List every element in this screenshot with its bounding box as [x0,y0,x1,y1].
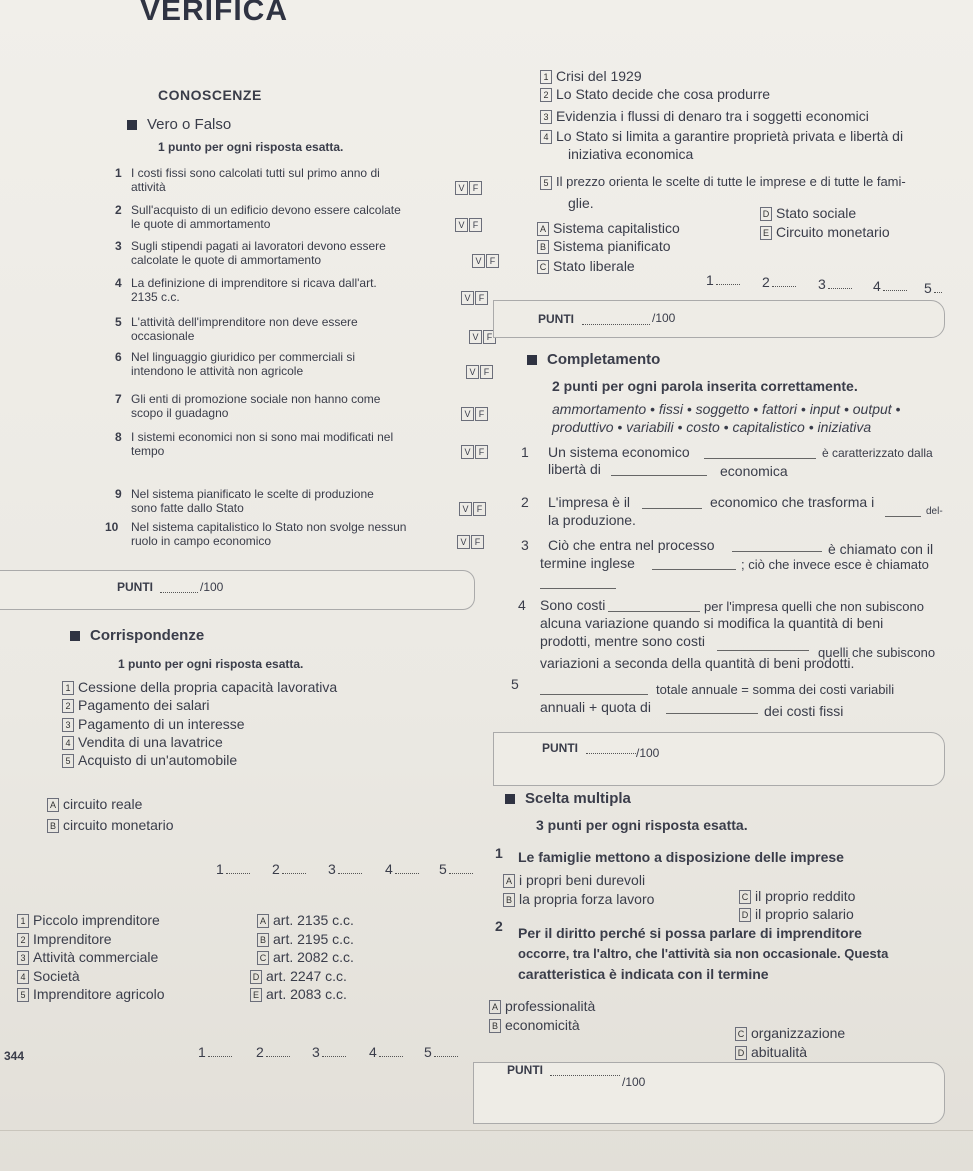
vf-heading [127,116,231,133]
corr-instruction: 1 punto per ogni risposta esatta. [118,657,304,671]
sentence-2b: economico che trasforma i [710,494,875,510]
word-bank-line1: ammortamento • fissi • soggetto • fattori • input • output • [552,401,901,417]
sentence-4f: variazioni a seconda della quantità di beni prodotti. [540,655,855,671]
corr-set2-option [257,931,354,947]
option-key-box[interactable]: C [735,1027,747,1041]
true-checkbox[interactable]: V [457,535,470,549]
answer-num: 1 [706,272,714,288]
vf-score-field[interactable] [160,592,198,593]
vf-item-line1: I costi fissi sono calcolati tutti sul primo anno di [131,166,380,180]
q2-line3: caratteristica è indicata con il termine [518,966,769,982]
sentence-1c: libertà di [548,461,601,477]
answer-slot[interactable] [256,1044,290,1060]
corr-set1-item [62,697,210,713]
answer-dots[interactable] [395,873,419,874]
vf-item-num: 2 [115,203,122,217]
answer-slot[interactable] [424,1044,458,1060]
answer-num: 4 [873,278,881,294]
option-key-box: A [257,914,269,928]
set3-item [540,108,869,124]
set3-item4-cont: iniziativa economica [568,146,694,162]
corr-set2-option [250,968,347,984]
option-text: i propri beni durevoli [519,872,646,888]
item-key-box: 3 [17,951,29,965]
true-checkbox[interactable]: V [461,407,474,421]
answer-dots[interactable] [772,286,796,287]
item-key-box: 2 [62,699,74,713]
set3-score-label: PUNTI [538,312,574,326]
page-number: 344 [4,1049,25,1063]
answer-dots[interactable] [883,290,907,291]
scelta-score-total: /100 [622,1075,646,1089]
corr-set2-option [250,986,347,1002]
option-text: circuito monetario [63,817,174,833]
set3-option [760,224,890,240]
bullet-square-icon [527,355,537,365]
sentence-2c: del- [926,506,943,517]
answer-dots[interactable] [828,288,852,289]
answer-slot[interactable] [385,861,419,877]
answer-dots[interactable] [226,873,250,874]
false-checkbox[interactable]: F [480,365,493,379]
answer-dots[interactable] [434,1056,458,1057]
option-text: il proprio reddito [755,888,856,904]
option-text: abitualità [751,1044,808,1060]
answer-slot[interactable] [762,274,796,290]
answer-num: 5 [924,280,932,296]
sentence-4b: per l'impresa quelli che non subiscono [704,599,924,614]
item-text: Pagamento dei salari [78,697,210,713]
sentence-4c: alcuna variazione quando si modifica la quantità di beni [540,615,884,631]
answer-slot[interactable] [328,861,362,877]
vf-answer-boxes [460,404,488,422]
option-key-box[interactable]: D [739,908,751,922]
vf-item-line2: ruolo in campo economico [131,534,272,548]
corr-set2-item [17,968,80,984]
true-checkbox[interactable]: V [455,218,468,232]
vf-score-label: PUNTI [117,580,153,594]
set3-item5-cont: glie. [568,195,594,211]
item-key-box: 2 [540,88,552,102]
option-text: Sistema pianificato [553,238,671,254]
option-text: circuito reale [63,796,143,812]
option-key-box: E [760,226,772,240]
vf-score-total: /100 [200,580,224,594]
corr-set1-item [62,679,337,695]
set3-score-field[interactable] [582,324,650,325]
corr-set1-item [62,734,223,750]
item-key-box: 1 [62,681,74,695]
corr-set1-item [62,752,237,768]
option-key-box[interactable]: B [489,1019,501,1033]
sentence-3c: termine inglese [540,555,635,571]
vf-score-panel [0,570,475,610]
item-text: Acquisto di un'automobile [78,752,238,768]
false-checkbox[interactable]: F [486,254,499,268]
vf-item-line2: tempo [131,444,165,458]
item-key-box: 5 [62,754,74,768]
corr-set1-option [47,796,142,812]
true-checkbox[interactable]: V [469,330,482,344]
answer-slot[interactable] [369,1044,403,1060]
vf-item-num: 10 [105,520,119,534]
corr-set2-item [17,949,158,965]
option-text: organizzazione [751,1025,846,1041]
corr-heading [70,627,204,644]
blank-3c[interactable] [540,588,616,589]
item-text: Vendita di una lavatrice [78,734,223,750]
sentence-4e: quelli che subiscono [818,645,936,660]
corr-title: Corrispondenze [90,627,205,644]
bullet-square-icon [127,120,137,130]
answer-num: 2 [256,1044,264,1060]
sentence-1b: è caratterizzato dalla [822,446,933,460]
blank-3a[interactable] [732,551,822,552]
answer-num: 2 [272,861,280,877]
vf-item-num: 4 [115,276,122,290]
completamento-score-label: PUNTI [542,741,578,755]
q1-option[interactable] [503,891,654,907]
option-text: il proprio salario [755,906,854,922]
false-checkbox[interactable]: F [473,502,486,516]
option-text: art. 2083 c.c. [266,986,347,1002]
answer-dots[interactable] [266,1056,290,1057]
answer-dots[interactable] [716,284,740,285]
section-label-conoscenze: CONOSCENZE [158,87,262,103]
option-key-box: D [250,970,262,984]
false-checkbox[interactable]: F [483,330,496,344]
q2-line2: occorre, tra l'altro, che l'attività sia non occasionale. Questa [518,946,889,961]
answer-slot[interactable] [272,861,306,877]
sentence-1a: Un sistema economico [548,444,690,460]
blank-1b[interactable] [611,475,707,476]
sentence-4a: Sono costi [540,597,606,613]
item-key-box: 3 [62,718,74,732]
option-key-box: A [537,222,549,236]
vf-item-line2: calcolate le quote di ammortamento [131,253,322,267]
sentence-5b: annuali + quota di [540,699,651,715]
set3-option [537,258,635,274]
item-key-box: 5 [17,988,29,1002]
item-key-box: 1 [17,914,29,928]
option-key-box[interactable]: D [735,1046,747,1060]
q1-option[interactable] [739,888,855,904]
scelta-score-label: PUNTI [507,1063,543,1077]
true-checkbox[interactable]: V [455,181,468,195]
vf-item-num: 5 [115,315,122,329]
option-text: art. 2247 c.c. [266,968,347,984]
item-text: Crisi del 1929 [556,68,642,84]
scelta-score-panel [473,1062,945,1124]
option-text: professionalità [505,998,596,1014]
q1-option[interactable] [739,906,854,922]
item-text: Piccolo imprenditore [33,912,160,928]
vf-item-line2: occasionale [131,329,195,343]
blank-2a[interactable] [642,508,702,509]
option-key-box[interactable]: C [739,890,751,904]
sentence-1d: economica [720,463,788,479]
answer-num: 3 [328,861,336,877]
q2-num: 2 [495,918,503,934]
answer-slot[interactable] [924,280,942,296]
vf-item-num: 6 [115,350,122,364]
corr-set2-option [257,949,354,965]
answer-num: 1 [216,861,224,877]
blank-2b[interactable] [885,516,921,517]
vf-item-line1: Sugli stipendi pagati ai lavoratori devono essere [131,239,386,253]
vf-item-line1: Nel sistema pianificato le scelte di produzione [131,487,374,501]
scelta-title: Scelta multipla [525,790,631,807]
option-text: la propria forza lavoro [519,891,655,907]
false-checkbox[interactable]: F [469,218,482,232]
item-text: Il prezzo orienta le scelte di tutte le imprese e di tutte le fami- [556,174,906,189]
blank-4b[interactable] [717,650,809,651]
corr-set2-option [257,912,354,928]
option-text: Sistema capitalistico [553,220,680,236]
vf-answer-boxes [460,442,488,460]
answer-dots[interactable] [379,1056,403,1057]
item-text: Cessione della propria capacità lavorativa [78,679,338,695]
blank-3b[interactable] [652,569,736,570]
bullet-square-icon [505,794,515,804]
vf-title: Vero o Falso [147,116,232,133]
option-key-box[interactable]: B [503,893,515,907]
vf-answer-boxes [458,499,486,517]
q2-line1: Per il diritto perché si possa parlare di imprenditore [518,925,862,941]
vf-item-num: 8 [115,430,122,444]
item-key-box: 4 [62,736,74,750]
item-text: Lo Stato si limita a garantire proprietà privata e libertà di [556,128,904,144]
option-key-box[interactable]: A [489,1000,501,1014]
vf-item-line1: Gli enti di promozione sociale non hanno come [131,392,381,406]
word-bank-line2: produttivo • variabili • costo • capitalistico • iniziativa [552,419,872,435]
completamento-score-total: /100 [636,746,660,760]
sentence-2-num: 2 [521,494,529,510]
vf-item-line1: I sistemi economici non si sono mai modificati nel [131,430,394,444]
vf-item-line1: La definizione di imprenditore si ricava dall'art. [131,276,377,290]
item-key-box: 4 [17,970,29,984]
true-checkbox[interactable]: V [466,365,479,379]
completamento-title: Completamento [547,351,661,368]
vf-item-line2: attività [131,180,166,194]
answer-slot[interactable] [706,272,740,288]
answer-num: 4 [385,861,393,877]
sentence-5a: totale annuale = somma dei costi variabili [656,682,895,697]
answer-dots[interactable] [322,1056,346,1057]
item-text: Imprenditore agricolo [33,986,165,1002]
answer-num: 4 [369,1044,377,1060]
answer-dots[interactable] [208,1056,232,1057]
set3-item [540,174,906,190]
answer-num: 3 [818,276,826,292]
sentence-5-num: 5 [511,676,519,692]
item-key-box: 5 [540,176,552,190]
option-text: economicità [505,1017,580,1033]
vf-answer-boxes [456,532,484,550]
answer-num: 5 [439,861,447,877]
corr-set2-item [17,912,160,928]
vf-item-line2: scopo il guadagno [131,406,229,420]
vf-item-num: 3 [115,239,122,253]
answer-dots[interactable] [338,873,362,874]
vf-answer-boxes [468,327,496,345]
answer-dots[interactable] [449,873,473,874]
scelta-instruction: 3 punti per ogni risposta esatta. [536,817,748,833]
set3-item [540,128,903,144]
completamento-instruction: 2 punti per ogni parola inserita correttamente. [552,378,858,394]
option-key-box: E [250,988,262,1002]
answer-num: 2 [762,274,770,290]
answer-dots[interactable] [282,873,306,874]
option-text: Stato sociale [776,205,857,221]
answer-slot[interactable] [198,1044,232,1060]
item-text: Attività commerciale [33,949,159,965]
blank-1a[interactable] [704,458,816,459]
vf-answer-boxes [465,362,493,380]
vf-answer-boxes [460,288,488,306]
answer-num: 5 [424,1044,432,1060]
sentence-3b: è chiamato con il [828,541,934,557]
item-text: Società [33,968,80,984]
sentence-5c: dei costi fissi [764,703,844,719]
set3-score-total: /100 [652,311,676,325]
true-checkbox[interactable]: V [459,502,472,516]
false-checkbox[interactable]: F [475,445,488,459]
answer-dots[interactable] [934,292,942,293]
option-key-box: B [47,819,59,833]
blank-5a[interactable] [540,694,648,695]
option-key-box: B [257,933,269,947]
false-checkbox[interactable]: F [475,291,488,305]
option-text: art. 2195 c.c. [273,931,354,947]
true-checkbox[interactable]: V [461,291,474,305]
option-key-box: C [257,951,269,965]
vf-answer-boxes [471,251,499,269]
q2-option[interactable] [735,1044,807,1060]
answer-slot[interactable] [312,1044,346,1060]
item-text: Lo Stato decide che cosa produrre [556,86,771,102]
true-checkbox[interactable]: V [461,445,474,459]
option-text: Stato liberale [553,258,635,274]
vf-item-num: 9 [115,487,122,501]
true-checkbox[interactable]: V [472,254,485,268]
vf-item-num: 7 [115,392,122,406]
item-text: Pagamento di un interesse [78,716,245,732]
option-key-box: B [537,240,549,254]
vf-instruction: 1 punto per ogni risposta esatta. [158,140,344,154]
q2-option[interactable] [735,1025,845,1041]
option-key-box: A [47,798,59,812]
completamento-score-field[interactable] [586,753,636,754]
vf-item-line1: Nel sistema capitalistico lo Stato non svolge nessun [131,520,407,534]
vf-item-line1: L'attività dell'imprenditore non deve essere [131,315,358,329]
vf-answer-boxes [454,178,482,196]
vf-answer-boxes [454,215,482,233]
option-key-box: D [760,207,772,221]
option-text: Circuito monetario [776,224,890,240]
answer-slot[interactable] [873,278,907,294]
q2-option[interactable] [489,998,595,1014]
vf-item-line2: intendono le attività non agricole [131,364,304,378]
page-title: VERIFICA [140,0,289,27]
item-text: Imprenditore [33,931,112,947]
item-key-box: 2 [17,933,29,947]
bullet-square-icon [70,631,80,641]
item-text: Evidenzia i flussi di denaro tra i soggetti economici [556,108,869,124]
blank-4a[interactable] [608,611,700,612]
scelta-score-field[interactable] [550,1075,620,1076]
set3-option [537,238,671,254]
page-bottom-edge [0,1130,973,1131]
vf-item-line1: Nel linguaggio giuridico per commerciali si [131,350,356,364]
answer-slot[interactable] [818,276,852,292]
item-key-box: 3 [540,110,552,124]
sentence-3-num: 3 [521,537,529,553]
corr-set1-item [62,716,245,732]
item-key-box: 4 [540,130,552,144]
set3-item [540,86,770,102]
set3-option [537,220,680,236]
q1-num: 1 [495,845,503,861]
answer-num: 1 [198,1044,206,1060]
option-text: art. 2082 c.c. [273,949,354,965]
vf-item-line2: le quote di ammortamento [131,217,271,231]
vf-item-line2: 2135 c.c. [131,290,180,304]
sentence-4-num: 4 [518,597,526,613]
sentence-2a: L'impresa è il [548,494,631,510]
false-checkbox[interactable]: F [475,407,488,421]
set3-option [760,205,856,221]
sentence-1-num: 1 [521,444,529,460]
vf-item-line1: Sull'acquisto di un edificio devono essere calcolate [131,203,401,217]
blank-5b[interactable] [666,713,758,714]
option-text: art. 2135 c.c. [273,912,354,928]
answer-slot[interactable] [216,861,250,877]
q1-text: Le famiglie mettono a disposizione delle imprese [518,849,844,865]
corr-set1-option [47,817,174,833]
scelta-heading [505,790,631,807]
corr-set2-item [17,931,112,947]
completamento-heading [527,351,660,368]
corr-set2-item [17,986,165,1002]
option-key-box: C [537,260,549,274]
sentence-3a: Ciò che entra nel processo [548,537,715,553]
sentence-4d: prodotti, mentre sono costi [540,633,705,649]
vf-item-line2: sono fatte dallo Stato [131,501,244,515]
set3-item [540,68,642,84]
option-key-box[interactable]: A [503,874,515,888]
answer-slot[interactable] [439,861,473,877]
vf-item-num: 1 [115,166,122,180]
q2-option[interactable] [489,1017,580,1033]
false-checkbox[interactable]: F [471,535,484,549]
sentence-2d: la produzione. [548,512,636,528]
false-checkbox[interactable]: F [469,181,482,195]
sentence-3d: ; ciò che invece esce è chiamato [741,557,929,572]
q1-option[interactable] [503,872,645,888]
item-key-box: 1 [540,70,552,84]
answer-num: 3 [312,1044,320,1060]
